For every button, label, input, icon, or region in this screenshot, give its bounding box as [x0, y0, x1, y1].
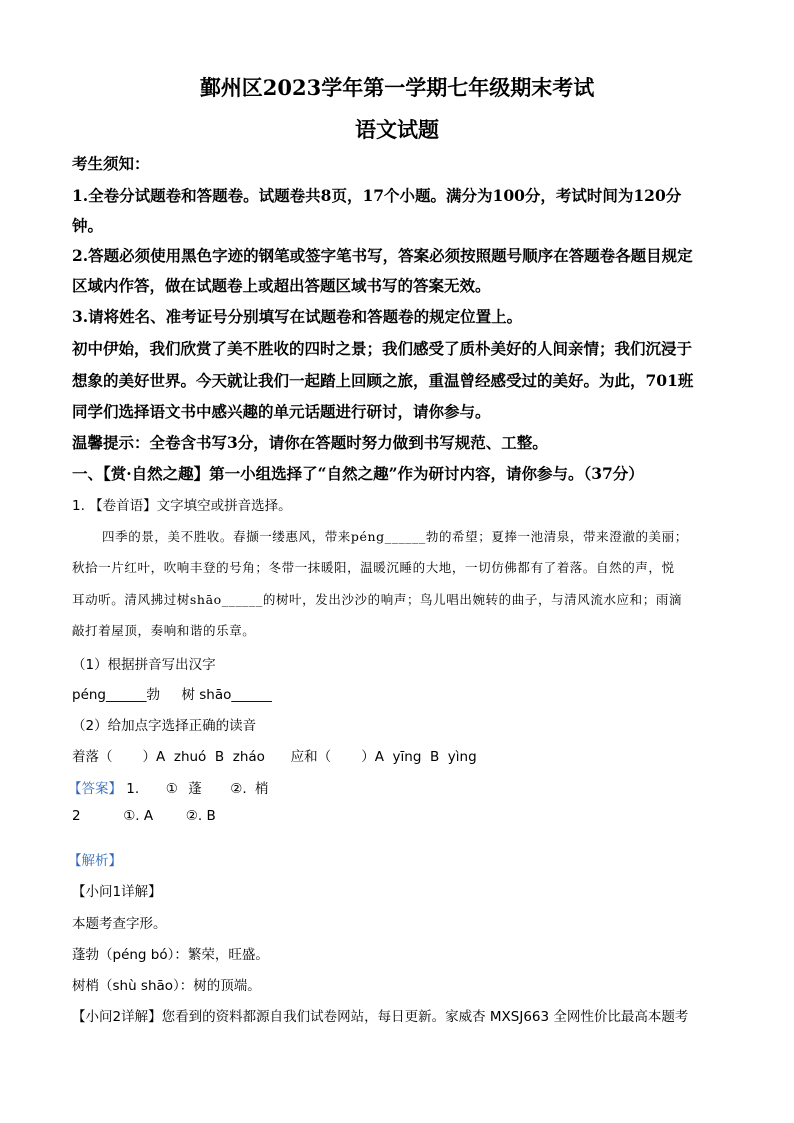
answer-marker-4: ②. — [185, 808, 203, 824]
sub-question-2-choices: 着落（ ）A zhuó B zháo 应和（ ）A yīng B yìng — [72, 749, 477, 765]
analysis-line-2: 蓬勃（péng bó）：繁荣，旺盛。 — [72, 947, 269, 963]
answer-row-1 — [68, 777, 268, 797]
intro-line-3: 同学们选择语文书中感兴趣的单元话题进行研讨，请你参与。 — [72, 402, 491, 421]
passage-line-2: 秋拾一片红叶，吹响丰登的号角；冬带一抹暖阳，温暖沉睡的大地，一切仿佛都有了着落。自然的声，悦 — [72, 560, 675, 575]
notice-item-2-cont: 区域内作答，做在试题卷上或超出答题区域书写的答案无效。 — [72, 276, 491, 295]
exam-title: 鄞州区2023学年第一学期七年级期末考试 — [199, 75, 595, 100]
notice-item-1: 1.全卷分试题卷和答题卷。试题卷共8页，17个小题。满分为100分，考试时间为120分 — [72, 186, 682, 205]
notice-heading: 考生须知： — [72, 154, 150, 173]
notice-item-2: 2.答题必须使用黑色字迹的钢笔或签字笔书写，答案必须按照题号顺序在答题卷各题目规定 — [72, 246, 693, 265]
detail-2-text: 您看到的资料都源自我们试卷网站，每日更新。家威杏 MXSJ663 全网性价比最高本题考 — [161, 1009, 689, 1025]
intro-line-2: 想象的美好世界。今天就让我们一起踏上回顾之旅，重温曾经感受过的美好。为此，701班 — [72, 371, 694, 390]
passage-line-4: 敲打着屋顶，奏响和谐的乐章。 — [72, 623, 256, 638]
answer-value-4: B — [206, 808, 216, 824]
analysis-line-1: 本题考查字形。 — [72, 916, 167, 932]
detail-1-heading: 【小问1详解】 — [72, 884, 162, 900]
answer-marker-3: ①. — [123, 808, 140, 824]
answer-value-3: A — [143, 808, 154, 824]
analysis-line-3: 树梢（shù shāo）：树的顶端。 — [72, 978, 261, 994]
answer-marker-1: ① — [165, 781, 178, 797]
passage-line-1: 四季的景，美不胜收。春撷一缕惠风，带来péng______勃的希望；夏捧一池清泉，带来澄澈的美丽； — [102, 529, 688, 544]
passage-line-3: 耳动听。清风拂过树shāo______的树叶，发出沙沙的响声；鸟儿唱出婉转的曲子，与清风流水应和；雨滴 — [72, 592, 683, 607]
answer-row-2 — [72, 808, 216, 824]
notice-item-1-cont: 钟。 — [72, 216, 104, 235]
detail-2-heading: 【小问2详解】 — [72, 1009, 162, 1025]
sub-question-2: （2）给加点字选择正确的读音 — [72, 718, 257, 734]
answer-value-2: 梢 — [254, 781, 269, 797]
exam-subtitle: 语文试题 — [355, 117, 439, 142]
reminder: 温馨提示：全卷含书写3分，请你在答题时努力做到书写规范、工整。 — [72, 433, 548, 452]
sub-question-1: （1）根据拼音写出汉字 — [72, 657, 216, 673]
answer-num-1: 1. — [126, 781, 140, 797]
answer-marker-2: ②. — [230, 781, 247, 797]
section-1-heading: 一、【赏·自然之趣】第一小组选择了“自然之趣”作为研讨内容，请你参与。（37分） — [72, 464, 644, 483]
analysis-tag: 【解析】 — [68, 853, 122, 869]
detail-2-row — [72, 1005, 688, 1025]
notice-item-3: 3.请将姓名、准考证号分别填写在试题卷和答题卷的规定位置上。 — [72, 307, 523, 326]
question-1-label: 1. 【卷首语】文字填空或拼音选择。 — [72, 498, 292, 514]
sub-question-1-blanks: péng______勃 树 shāo______ — [72, 687, 272, 703]
answer-value-1: 蓬 — [188, 781, 202, 797]
intro-line-1: 初中伊始，我们欣赏了美不胜收的四时之景；我们感受了质朴美好的人间亲情；我们沉浸于 — [72, 339, 693, 358]
answer-num-2: 2 — [72, 808, 81, 824]
answer-tag: 【答案】 — [68, 781, 122, 797]
